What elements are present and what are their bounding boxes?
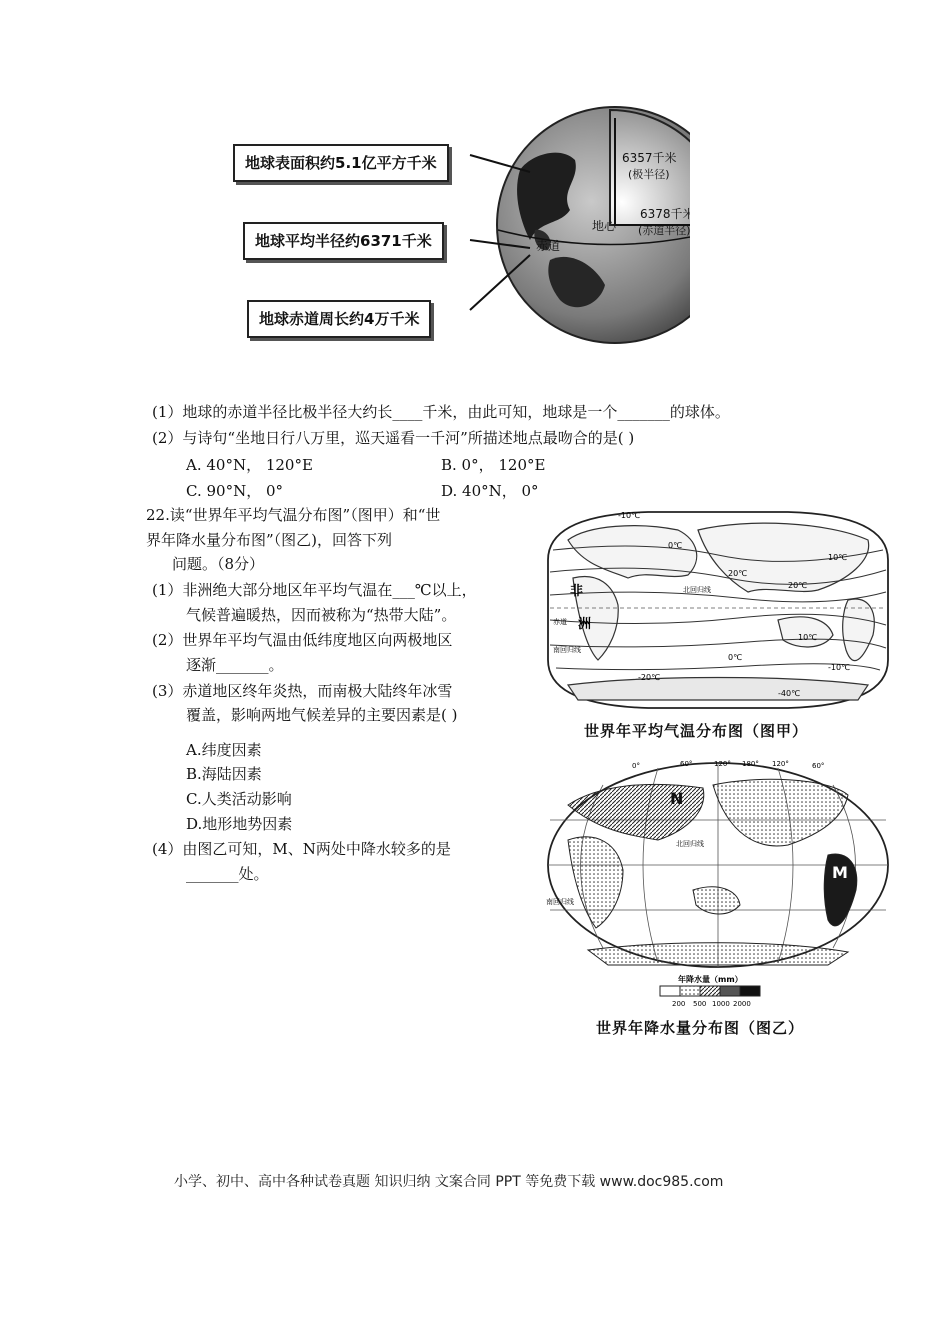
q21-option-d: D. 40°N， 0° bbox=[441, 482, 539, 500]
isotherm-label: 20℃ bbox=[728, 569, 748, 578]
earth-circumference-label: 地球赤道周长约4万千米 bbox=[247, 300, 431, 338]
q21-option-b: B. 0°， 120°E bbox=[441, 456, 546, 474]
legend-tick: 1000 bbox=[712, 1000, 730, 1008]
q22-part1-line2: 气候普遍暖热，因而被称为“热带大陆”。 bbox=[186, 606, 457, 624]
precipitation-map bbox=[528, 760, 908, 1010]
q22-option-c: C.人类活动影响 bbox=[186, 790, 292, 808]
isotherm-label: 0℃ bbox=[668, 541, 683, 550]
q22-part3-line2: 覆盖，影响两地气候差异的主要因素是( ) bbox=[186, 706, 458, 724]
page-footer: 小学、初中、高中各种试卷真题 知识归纳 文案合同 PPT 等免费下载 www.doc985.com bbox=[174, 1174, 724, 1190]
legend-tick: 200 bbox=[672, 1000, 686, 1008]
tropic-south-label: 南回归线 bbox=[546, 898, 574, 906]
tropic-north-label: 北回归线 bbox=[676, 840, 704, 848]
earth-center-label: 地心 bbox=[592, 219, 617, 233]
q22-part1-line1: (1）非洲绝大部分地区年平均气温在___℃以上， bbox=[152, 581, 477, 599]
temperature-map-illustration bbox=[528, 500, 908, 715]
equator-map-label: 赤道 bbox=[553, 618, 567, 626]
isotherm-label: -20℃ bbox=[638, 673, 661, 682]
lon-label: 0° bbox=[632, 762, 640, 770]
q22-part4-line1: (4）由图乙可知，M、N两处中降水较多的是 bbox=[152, 840, 451, 858]
q21-option-c: C. 90°N， 0° bbox=[186, 482, 284, 500]
isotherm-label: -10℃ bbox=[618, 511, 641, 520]
lon-label: 120° bbox=[714, 760, 731, 768]
q22-stem-line2: 界年降水量分布图”（图乙)，回答下列 bbox=[146, 531, 393, 549]
q22-option-d: D.地形地势因素 bbox=[186, 815, 293, 833]
q22-part2-line2: 逐渐_______。 bbox=[186, 656, 284, 674]
legend-tick: 2000 bbox=[733, 1000, 751, 1008]
isotherm-label: 10℃ bbox=[828, 553, 848, 562]
africa-label-1: 非 bbox=[570, 584, 584, 599]
equatorial-radius-note: (赤道半径) bbox=[638, 224, 690, 237]
q22-part3-line1: (3）赤道地区终年炎热，而南极大陆终年冰雪 bbox=[152, 682, 453, 700]
q22-option-b: B.海陆因素 bbox=[186, 765, 262, 783]
polar-radius-note: (极半径) bbox=[628, 168, 670, 181]
isotherm-label: 10℃ bbox=[798, 633, 818, 642]
lon-label: 180° bbox=[742, 760, 759, 768]
earth-radius-label: 地球平均半径约6371千米 bbox=[243, 222, 444, 260]
marker-m: M bbox=[832, 863, 848, 882]
isotherm-label: 20℃ bbox=[788, 581, 808, 590]
lon-label: 60° bbox=[680, 760, 693, 768]
isotherm-label: -40℃ bbox=[778, 689, 801, 698]
equator-label: 赤道 bbox=[536, 239, 561, 253]
africa-label-2: 洲 bbox=[578, 617, 592, 632]
precipitation-map-title: 世界年降水量分布图（图乙） bbox=[596, 1019, 805, 1037]
equatorial-radius-value: 6378千米 bbox=[640, 207, 690, 221]
q22-stem-line3: 问题。（8分） bbox=[172, 555, 265, 573]
q21-option-a: A. 40°N， 120°E bbox=[186, 456, 313, 474]
polar-radius-value: 6357千米 bbox=[622, 151, 677, 165]
isotherm-label: -10℃ bbox=[828, 663, 851, 672]
tropic-north-label: 北回归线 bbox=[683, 586, 711, 594]
marker-n: N bbox=[670, 789, 684, 808]
q21-part1: (1）地球的赤道半径比极半径大约长____千米，由此可知，地球是一个_______的球体。 bbox=[152, 403, 730, 421]
q21-part2: (2）与诗句“坐地日行八万里，巡天遥看一千河”所描述地点最吻合的是( ) bbox=[152, 429, 635, 447]
q22-option-a: A.纬度因素 bbox=[186, 741, 262, 759]
earth-area-label: 地球表面积约5.1亿平方千米 bbox=[233, 144, 449, 182]
precipitation-map-illustration bbox=[528, 760, 908, 1010]
temperature-map-title: 世界年平均气温分布图（图甲） bbox=[584, 722, 809, 740]
lon-label: 60° bbox=[812, 762, 825, 770]
lon-label: 120° bbox=[772, 760, 789, 768]
temperature-map bbox=[528, 500, 908, 715]
legend-tick: 500 bbox=[693, 1000, 707, 1008]
q22-part2-line1: (2）世界年平均气温由低纬度地区向两极地区 bbox=[152, 631, 453, 649]
isotherm-label: 0℃ bbox=[728, 653, 743, 662]
tropic-south-label: 南回归线 bbox=[553, 646, 581, 654]
q22-stem-line1: 22.读“世界年平均气温分布图”（图甲）和“世 bbox=[146, 506, 441, 524]
legend-title: 年降水量（mm） bbox=[678, 975, 743, 984]
q22-part4-line2: _______处。 bbox=[186, 865, 269, 883]
